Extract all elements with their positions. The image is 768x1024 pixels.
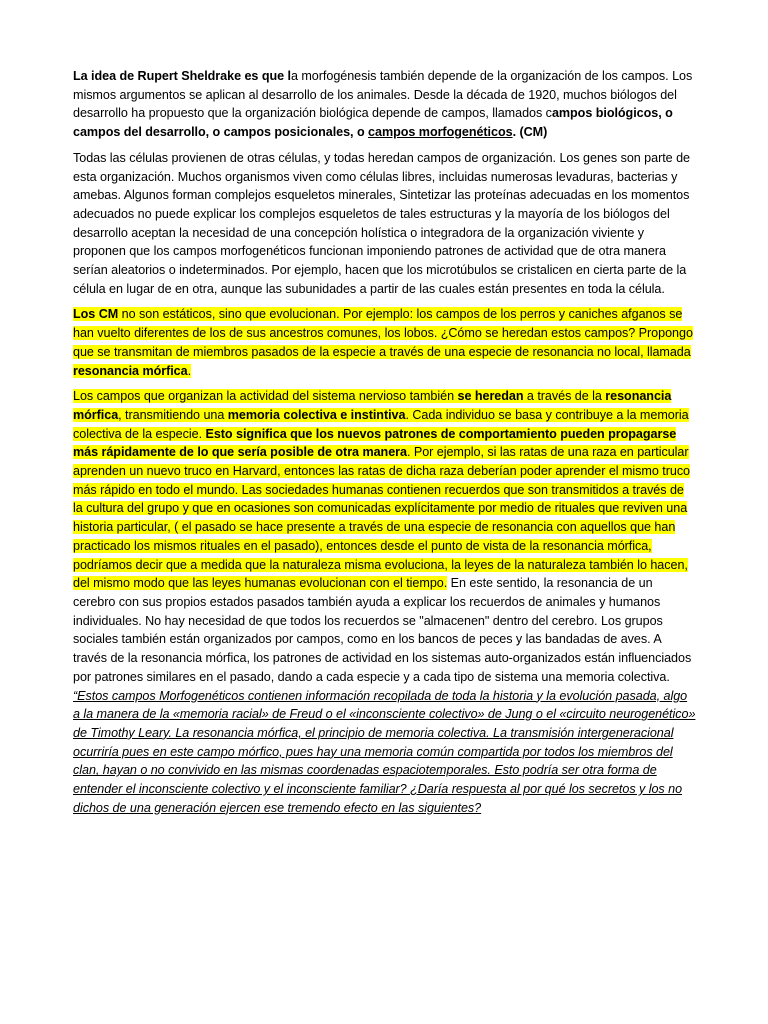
individual-contribution-text: . Cada individuo se basa y contribuye a la memoria colectiva de la especie. xyxy=(73,407,689,441)
paragraph-sheldrake-idea xyxy=(73,67,697,142)
transmitting-text: , transmitiendo una xyxy=(118,407,228,422)
highlighted-text xyxy=(73,307,693,377)
paragraph-cells-inherit-fields: Todas las células provienen de otras células, y todas heredan campos de organización. Los genes son parte de esta organización. Muchos organismos viven como células libres, incluidas numerosas levaduras, bacterias y amebas. Algunos forman complejos esqueletos minerales, Sintetizar las proteínas adecuadas en los momentos adecuados no puede explicar los complejos esqueletos de tales estructuras y la mayoría de los biólogos del desarrollo aceptan la necesidad de una concepción holística o integradora de la organización viviente y proponen que los campos morfogenéticos funcionan imponiendo patrones de actividad que de otra manera serían aleatorios o indeterminados. Por ejemplo, hacen que los microtúbulos se cristalicen en cierta parte de la célula en lugar de en otra, aunque las subunidades a partir de las cuales están presentes en toda la célula. xyxy=(73,150,690,296)
document-page xyxy=(73,67,697,824)
intro-text: a morfogénesis también depende de la organización de los campos. Los mismos argumentos se aplican al desarrollo de los animales. Desde la década de 1920, muchos biólogos del desarrollo ha propuesto que la organización biológica depende de campos, llamados c xyxy=(73,69,693,121)
morphogenetic-quote: “Estos campos Morfogenéticos contienen información recopilada de toda la historia y la evolución pasada, algo a la manera de la «memoria racial» de Freud o el «inconsciente colectivo» de Jung o el «circuito neurogenético» de Timothy Leary. La resonancia mórfica, el principio de memoria colectiva. La transmisión intergeneracional ocurriría pues en este campo mórfico, pues hay una memoria común compartida por todos los miembros del clan, hayan o no convivido en las mismas coordenadas espaciotemporales. Esto podría ser otra forma de entender el inconsciente colectivo y el inconsciente familiar? ¿Daría respuesta al por qué los secretos y los no dichos de una generación ejercen ese tremendo efecto en las siguientes? xyxy=(73,688,696,815)
nervous-system-text: Los campos que organizan la actividad del sistema nervioso también xyxy=(73,389,458,404)
cm-evolve-text: no son estáticos, sino que evolucionan. Por ejemplo: los campos de los perros y caniches afganos se han vuelto diferentes de los de sus ancestros comunes, los lobos. ¿Cómo se heredan estos campos? Propongo que se transmitan de miembros pasados de la especie a través de una especie de resonancia no local, llamada xyxy=(73,307,693,359)
morphic-resonance-term: resonancia mórfica xyxy=(73,389,672,422)
morphic-resonance-term: resonancia mórfica xyxy=(73,363,188,378)
brain-resonance-text: En este sentido, la resonancia de un cerebro con sus propios estados pasados también ayuda a explicar los recuerdos de animales y humanos individuales. No hay necesidad de que todos los recuerdos se "almacenen" dentro del cerebro. Los grupos sociales también están organizados por campos, como en los bancos de peces y las bandadas de aves. A través de la resonancia mórfica, los patrones de actividad en los sistemas auto-organizados están influenciados por patrones similares en el pasado, dando a cada especie y a cada tipo de sistema una memoria colectiva. xyxy=(73,576,692,684)
collective-memory-term: memoria colectiva e instintiva xyxy=(227,407,406,422)
rats-example-text: . Por ejemplo, si las ratas de una raza en particular aprenden un nuevo truco en Harvard, entonces las ratas de dicha raza deberían poder aprender el mismo truco más rápido en todo el mundo. Las sociedades humanas contienen recuerdos que son transmitidos a través de la cultura del grupo y que en ocasiones son comunicadas explícitamente por medio de rituales que reviven una historia particular, ( el pasado se hace presente a través de una especie de resonancia con aquellos que han practicado los mismos rituales en el pasado), entonces desde el punto de vista de la resonancia mórfica, podríamos decir que a medida que la naturaleza misma evoluciona, la leyes de la naturaleza también lo hacen, del mismo modo que las leyes humanas evolucionan con el tiempo. xyxy=(73,445,691,591)
new-patterns-bold-text: Esto significa que los nuevos patrones de comportamiento pueden propagarse más rápidamente de lo que sería posible de otra manera xyxy=(73,426,677,460)
fields-bold-text: ampos biológicos, o campos del desarrollo, o campos posicionales, o xyxy=(73,106,673,140)
morphogenetic-fields-term: campos morfogenéticos xyxy=(368,125,513,140)
paragraph-nervous-system-fields xyxy=(73,387,697,817)
highlighted-text xyxy=(73,389,690,590)
cm-bold-text: Los CM xyxy=(73,307,119,322)
intro-bold-text: La idea de Rupert Sheldrake es que l xyxy=(73,69,291,83)
through-text: a través de la xyxy=(523,389,606,404)
period-text: . xyxy=(187,363,192,378)
inherited-bold-text: se heredan xyxy=(457,389,524,404)
cm-abbreviation: . (CM) xyxy=(512,125,548,140)
paragraph-cm-evolve xyxy=(73,305,697,380)
